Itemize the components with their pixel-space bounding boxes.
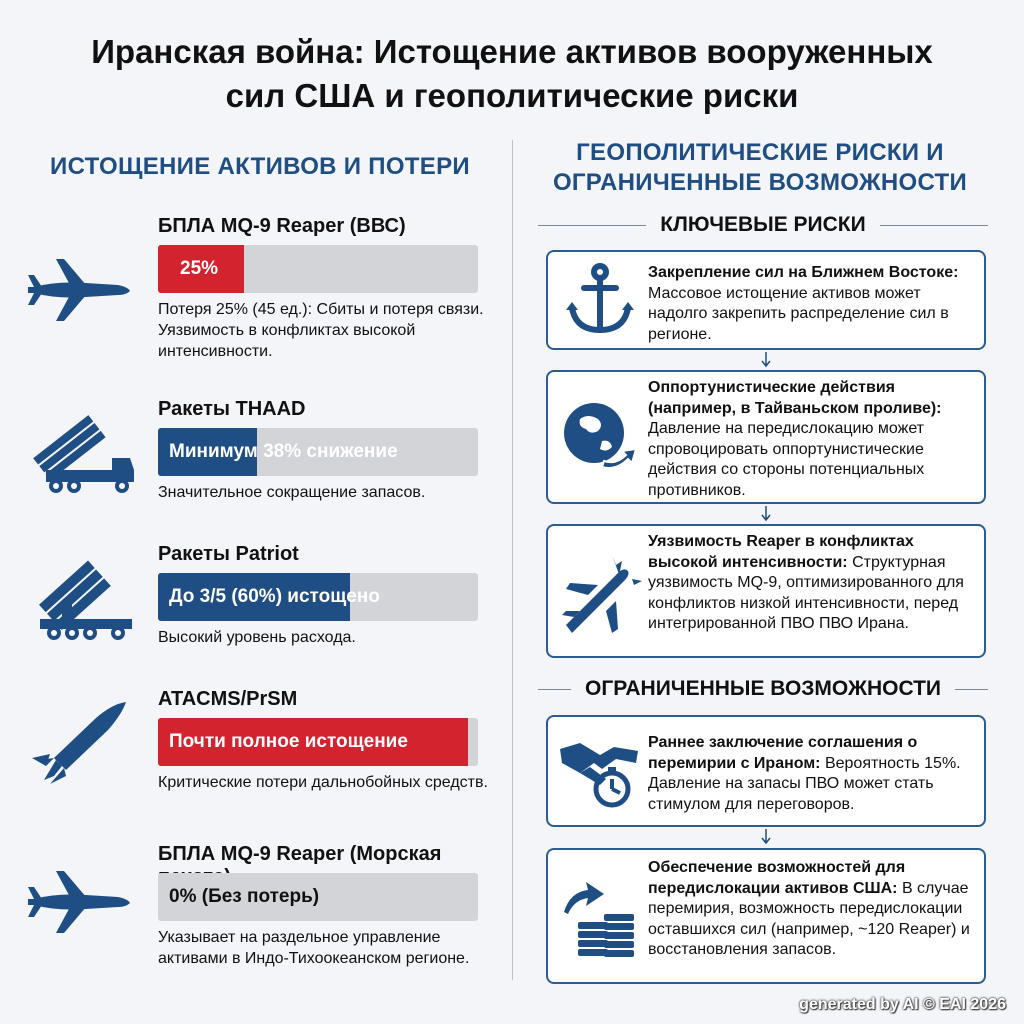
asset-progress-bar: [158, 718, 478, 766]
asset-description: Критические потери дальнобойных средств.: [158, 774, 488, 791]
anchor-icon: [558, 258, 642, 342]
page-title: [0, 30, 1024, 118]
limit-card-text: [648, 733, 974, 815]
handshake-icon: [558, 729, 642, 813]
asset-progress-bar: [158, 428, 478, 476]
asset-progress-label: 0% (Без потерь): [169, 886, 320, 907]
asset-progress-label: До 3/5 (60%) истощено: [169, 586, 380, 607]
asset-name: БПЛА MQ-9 Reaper (ВВС): [158, 215, 406, 237]
globe-arrow-icon: [558, 395, 642, 479]
aircraft-hit-icon: [558, 549, 642, 633]
risk-card: [546, 370, 986, 504]
asset-progress-label: Минимум 38% снижение: [169, 441, 398, 462]
risk-card-text: [648, 378, 974, 501]
risk-card-title: Уязвимость Reaper в конфликтах высокой интенсивности:: [648, 533, 914, 571]
risk-card: [546, 250, 986, 350]
limits-subheading-label: ОГРАНИЧЕННЫЕ ВОЗМОЖНОСТИ: [584, 677, 942, 700]
missile-icon: [26, 696, 138, 786]
asset-name: ATACMS/PrSM: [158, 688, 298, 710]
limit-card-body: Вероятность 15%. Давление на запасы ПВО может стать стимулом для переговоров.: [648, 754, 961, 813]
right-heading-line-2: ОГРАНИЧЕННЫЕ ВОЗМОЖНОСТИ: [552, 169, 968, 196]
asset-progress-bar: [158, 245, 478, 293]
down-arrow-icon: [760, 829, 772, 845]
asset-progress-label: Почти полное истощение: [169, 731, 408, 752]
risks-subheading: [538, 210, 988, 240]
asset-description: Указывает на раздельное управление активами в Индо-Тихоокеанском регионе.: [158, 929, 470, 967]
risk-card-title: Оппортунистические действия (например, в Тайваньском проливе):: [648, 379, 942, 417]
risks-subheading-label: КЛЮЧЕВЫЕ РИСКИ: [660, 213, 866, 236]
limit-card: [546, 848, 986, 984]
risk-card-title: Закрепление сил на Ближнем Востоке:: [648, 264, 959, 281]
limit-card: [546, 715, 986, 827]
patriot-launcher-icon: [26, 553, 138, 643]
right-heading-line-1: ГЕОПОЛИТИЧЕСКИЕ РИСКИ И: [576, 139, 944, 166]
drone-icon: [26, 857, 138, 947]
page-title-line-1: Иранская война: Истощение активов вооруженных: [91, 33, 933, 70]
down-arrow-icon: [760, 352, 772, 368]
down-arrow-icon: [760, 506, 772, 522]
limit-card-title: Раннее заключение соглашения о перемирии с Ираном:: [648, 734, 918, 772]
asset-description: Значительное сокращение запасов.: [158, 484, 426, 501]
risk-card: [546, 524, 986, 658]
limit-card-text: [648, 858, 974, 961]
limits-subheading: [538, 674, 988, 704]
asset-progress-label: 25%: [180, 258, 219, 279]
risk-card-body: Давление на передислокацию может спровоцировать оппортунистические действия со стороны потенциальных противников.: [648, 420, 925, 499]
right-section-heading: [530, 138, 990, 198]
asset-name: Ракеты Patriot: [158, 543, 299, 565]
coins-arrow-icon: [558, 874, 642, 958]
limit-card-body: В случае перемирия, возможность передислокации оставшихся сил (например, ~120 Reaper) и восстановления запасов.: [648, 879, 970, 958]
asset-name: Ракеты THAAD: [158, 398, 306, 420]
asset-progress-bar: [158, 873, 478, 921]
asset-progress-bar: [158, 573, 478, 621]
drone-icon: [26, 245, 138, 335]
risk-card-text: [648, 263, 974, 345]
missile-launcher-truck-icon: [26, 408, 138, 498]
asset-name: БПЛА MQ-9 Reaper (Морская: [158, 843, 442, 865]
risk-card-body: Структурная уязвимость MQ-9, оптимизированного для конфликтов низкой интенсивности, перед интегрированной ПВО ПВО Ирана.: [648, 553, 964, 632]
asset-description: Высокий уровень расхода.: [158, 629, 356, 646]
footer-credit: generated by AI © EAI 2026: [799, 996, 1006, 1013]
risk-card-body: Массовое истощение активов может надолго закрепить распределение сил в регионе.: [648, 284, 949, 343]
column-divider: [512, 140, 513, 980]
limit-card-title: Обеспечение возможностей для передислокации активов США:: [648, 859, 906, 897]
asset-description: Потеря 25% (45 ед.): Сбиты и потеря связи. Уязвимость в конфликтах высокой интенсивности.: [158, 301, 484, 360]
risk-card-text: [648, 532, 974, 635]
left-section-heading: ИСТОЩЕНИЕ АКТИВОВ И ПОТЕРИ: [50, 153, 470, 180]
page-title-line-2: сил США и геополитические риски: [225, 77, 799, 114]
